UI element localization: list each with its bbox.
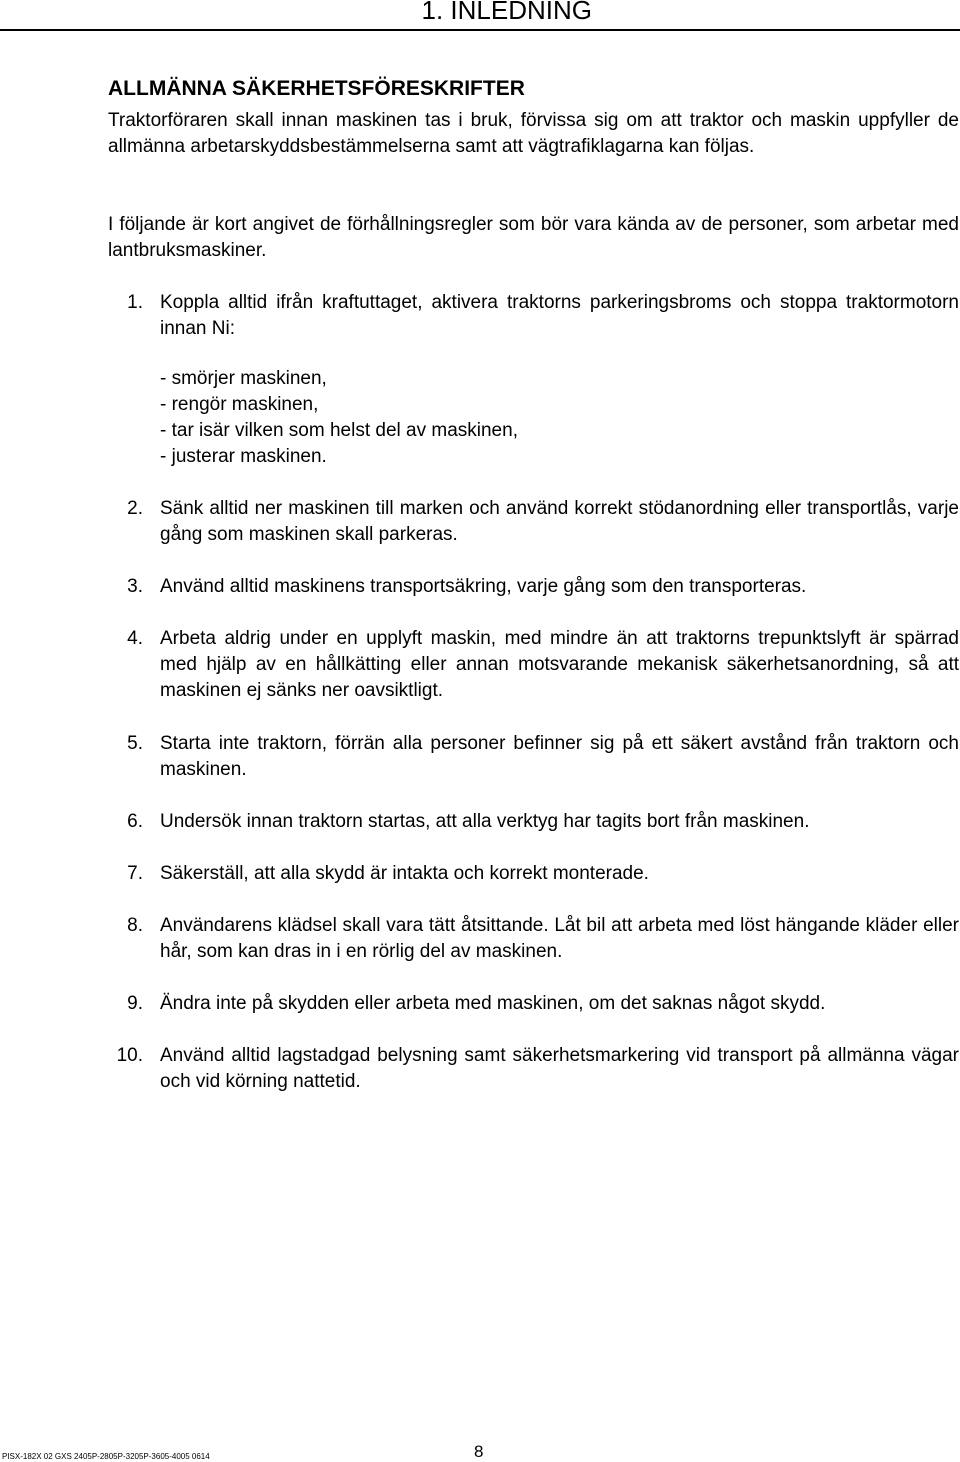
rule-item-8	[108, 913, 959, 965]
rule-item-4	[108, 626, 959, 704]
rule-number: 1.	[127, 292, 143, 313]
rule-text: Säkerställ, att alla skydd är intakta och korrekt monterade.	[160, 863, 649, 884]
rule-text: Användarens klädsel skall vara tätt åtsittande. Låt bil att arbeta med löst hängande kläder eller hår, som kan dras in i en rörlig del av maskinen.	[160, 915, 959, 962]
safety-rules-list	[108, 290, 959, 1095]
chapter-header	[0, 0, 960, 31]
rule-text: Sänk alltid ner maskinen till marken och använd korrekt stödanordning eller transportlås, varje gång som maskinen skall parkeras.	[160, 498, 959, 545]
intro-paragraph: I följande är kort angivet de förhållningsregler som bör vara kända av de personer, som arbetar med lantbruksmaskiner.	[108, 214, 959, 261]
rule-number: 6.	[127, 811, 143, 832]
rule-item-1	[108, 290, 959, 470]
section-heading: ALLMÄNNA SÄKERHETSFÖRESKRIFTER	[108, 77, 525, 100]
rule-text: Starta inte traktorn, förrän alla personer befinner sig på ett säkert avstånd från traktorn och maskinen.	[160, 733, 959, 780]
chapter-title: 1. INLEDNING	[421, 0, 592, 25]
rule-item-3	[108, 574, 959, 600]
rule-item-5	[108, 731, 959, 783]
rule-number: 9.	[127, 993, 143, 1014]
rule-item-9	[108, 991, 959, 1017]
rule-body	[160, 290, 959, 470]
rule-item-7	[108, 861, 959, 887]
rule-sub-item: - justerar maskinen.	[160, 446, 327, 467]
rule-sub-item: - rengör maskinen,	[160, 394, 319, 415]
rule-number: 5.	[127, 733, 143, 754]
rule-item-10	[108, 1043, 959, 1095]
rule-number: 7.	[127, 863, 143, 884]
rule-text: Undersök innan traktorn startas, att alla verktyg har tagits bort från maskinen.	[160, 811, 810, 832]
rule-text: Koppla alltid ifrån kraftuttaget, aktivera traktorns parkeringsbroms och stoppa traktormotorn innan Ni:	[160, 292, 959, 339]
rule-text: Ändra inte på skydden eller arbeta med maskinen, om det saknas något skydd.	[160, 993, 826, 1014]
rule-number: 3.	[127, 576, 143, 597]
rule-text: Använd alltid lagstadgad belysning samt säkerhetsmarkering vid transport på allmänna vägar och vid körning nattetid.	[160, 1045, 959, 1092]
rule-number: 2.	[127, 498, 143, 519]
page-number: 8	[474, 1442, 484, 1461]
rule-item-2	[108, 496, 959, 548]
rule-number: 8.	[127, 915, 143, 936]
rule-sub-list	[160, 366, 959, 470]
intro-paragraph: Traktorföraren skall innan maskinen tas i bruk, förvissa sig om att traktor och maskin uppfyller de allmänna arbetarskyddsbestämmelserna samt att vägtrafiklagarna kan följas.	[108, 110, 959, 157]
rule-number: 10.	[116, 1045, 143, 1066]
rule-item-6	[108, 809, 959, 835]
rule-text: Använd alltid maskinens transportsäkring, varje gång som den transporteras.	[160, 576, 807, 597]
footer-document-reference: PISX-182X 02 GXS 2405P-2805P-3205P-3605-4005 0614	[2, 1452, 210, 1461]
rule-sub-item: - tar isär vilken som helst del av maskinen,	[160, 420, 518, 441]
rule-sub-item: - smörjer maskinen,	[160, 368, 327, 389]
rule-number: 4.	[127, 628, 143, 649]
rule-text: Arbeta aldrig under en upplyft maskin, med mindre än att traktorns trepunktslyft är spärrad med hjälp av en hållkätting eller annan motsvarande mekanisk säkerhetsanordning, så att maskinen ej sänks ner oavsiktligt.	[160, 628, 959, 701]
